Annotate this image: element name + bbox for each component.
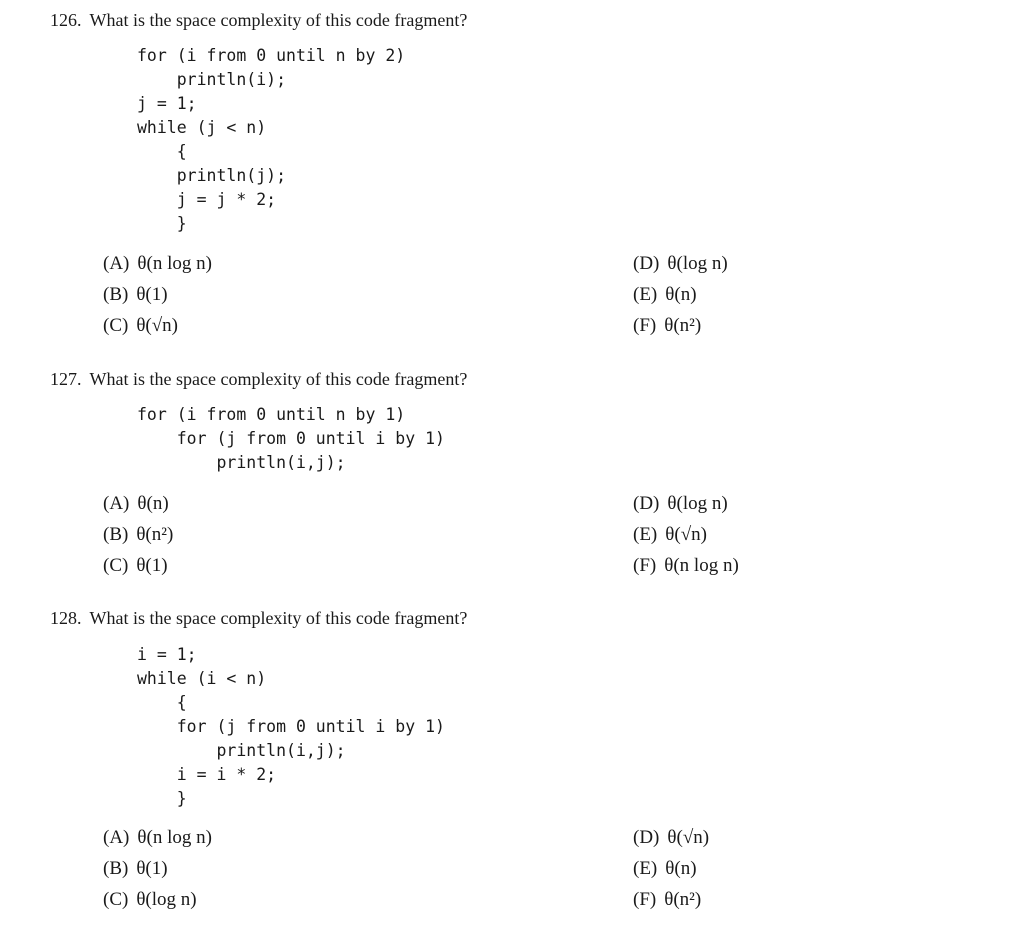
code-line: println(i,j); [137, 453, 346, 472]
option-a[interactable] [103, 252, 212, 276]
code-line: { [137, 693, 187, 712]
code-line: j = j * 2; [137, 190, 277, 209]
option-a[interactable] [103, 826, 212, 850]
option-expression: θ(√n) [667, 827, 710, 848]
code-line: } [137, 789, 187, 808]
option-letter: (E) [633, 284, 658, 305]
option-e[interactable] [633, 857, 697, 881]
option-b[interactable] [103, 857, 168, 881]
option-expression: θ(n) [137, 493, 169, 514]
option-letter: (A) [103, 827, 130, 848]
question-128-title [50, 607, 467, 629]
option-letter: (F) [633, 889, 657, 910]
option-e[interactable] [633, 523, 707, 547]
code-line: for (i from 0 until n by 1) [137, 405, 406, 424]
option-letter: (C) [103, 555, 129, 576]
question-number: 126. [50, 10, 82, 30]
option-letter: (B) [103, 284, 129, 305]
option-letter: (B) [103, 524, 129, 545]
code-line: println(j); [137, 166, 287, 185]
code-line: { [137, 142, 187, 161]
option-f[interactable] [633, 314, 701, 338]
option-expression: θ(n log n) [664, 555, 739, 576]
option-letter: (F) [633, 315, 657, 336]
question-prompt: What is the space complexity of this code fragment? [89, 369, 468, 389]
option-expression: θ(1) [136, 284, 168, 305]
code-line: println(i,j); [137, 741, 346, 760]
option-letter: (B) [103, 858, 129, 879]
option-b[interactable] [103, 283, 168, 307]
option-expression: θ(n²) [664, 315, 702, 336]
option-expression: θ(√n) [665, 524, 707, 545]
option-b[interactable] [103, 523, 173, 547]
option-expression: θ(1) [136, 555, 168, 576]
code-line: for (j from 0 until i by 1) [137, 717, 445, 736]
option-expression: θ(log n) [667, 493, 728, 514]
option-letter: (F) [633, 555, 657, 576]
option-letter: (C) [103, 889, 129, 910]
code-line: while (j < n) [137, 118, 267, 137]
option-c[interactable] [103, 554, 168, 578]
code-line: for (i from 0 until n by 2) [137, 46, 406, 65]
option-expression: θ(n²) [664, 889, 702, 910]
option-c[interactable] [103, 314, 178, 338]
option-e[interactable] [633, 283, 697, 307]
question-number: 127. [50, 369, 82, 389]
option-letter: (C) [103, 315, 129, 336]
code-line: for (j from 0 until i by 1) [137, 429, 445, 448]
option-expression: θ(n log n) [137, 253, 212, 274]
question-127-title [50, 368, 467, 390]
option-expression: θ(1) [136, 858, 168, 879]
option-letter: (D) [633, 827, 660, 848]
option-d[interactable] [633, 492, 728, 516]
option-letter: (D) [633, 253, 660, 274]
option-expression: θ(n log n) [137, 827, 212, 848]
option-expression: θ(n) [665, 858, 697, 879]
option-letter: (A) [103, 493, 130, 514]
option-f[interactable] [633, 554, 739, 578]
option-letter: (D) [633, 493, 660, 514]
option-c[interactable] [103, 888, 197, 912]
option-letter: (A) [103, 253, 130, 274]
code-line: i = i * 2; [137, 765, 277, 784]
option-f[interactable] [633, 888, 701, 912]
option-d[interactable] [633, 826, 709, 850]
code-line: while (i < n) [137, 669, 267, 688]
option-expression: θ(√n) [136, 315, 179, 336]
option-letter: (E) [633, 524, 658, 545]
option-a[interactable] [103, 492, 169, 516]
option-letter: (E) [633, 858, 658, 879]
question-126-title [50, 9, 467, 31]
question-prompt: What is the space complexity of this code fragment? [89, 608, 468, 628]
code-line: i = 1; [137, 645, 197, 664]
option-expression: θ(log n) [667, 253, 728, 274]
code-line: } [137, 214, 187, 233]
code-line: println(i); [137, 70, 287, 89]
question-prompt: What is the space complexity of this code fragment? [89, 10, 468, 30]
option-d[interactable] [633, 252, 728, 276]
option-expression: θ(log n) [136, 889, 197, 910]
code-line: j = 1; [137, 94, 197, 113]
option-expression: θ(n²) [136, 524, 174, 545]
option-expression: θ(n) [665, 284, 697, 305]
question-number: 128. [50, 608, 82, 628]
